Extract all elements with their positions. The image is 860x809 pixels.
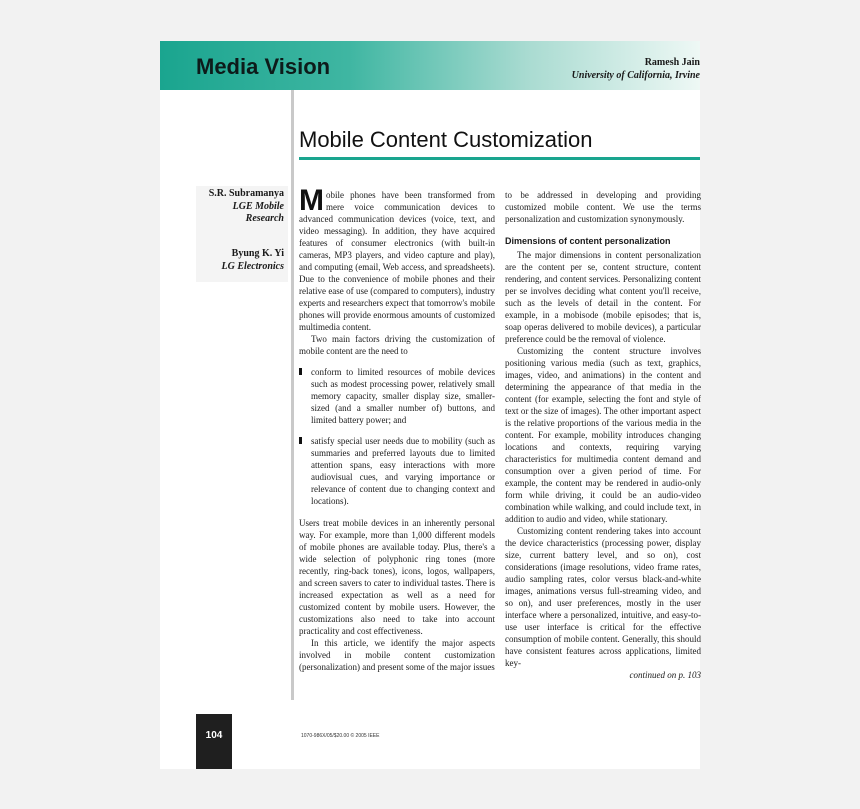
author-1-name: S.R. Subramanya	[208, 188, 284, 199]
drop-cap: M	[299, 184, 324, 217]
sidebar-divider	[291, 90, 294, 700]
column-editor-name: Ramesh Jain	[644, 57, 700, 68]
paragraph: Customizing content rendering takes into account the device characteristics (processing power, display size, current battery level, and so on), cost considerations (image resolutions, video frame rates, audio sampling rates, color versus black-and-white images, animations versus full-streaming video, and so on), and user preferences, mostly in the user interface where a personalized, intuitive, and easy-to-use user interface is critical for the effective consumption of mobile content. Generally, this should have consistent features across applications, limited key-	[505, 526, 701, 668]
copyright-code: 1070-986X/05/$20.00 © 2005 IEEE	[301, 733, 380, 739]
author-1-affiliation-line1: LGE Mobile	[232, 200, 284, 212]
text-column-right	[505, 189, 701, 681]
subsection-heading: Dimensions of content personalization	[505, 236, 671, 246]
paragraph: Users treat mobile devices in an inherently personal way. For example, more than 1,000 different models of mobile phones are available today. Plus, there's a wide selection of polyphonic ring tones (more recently, ring-back tones), icons, logos, wallpapers, and screen savers to cater to individual tastes. There is increased expectation as well as a need for customized content by mobile users. However, the customizations also need to take into account practicality and cost effectiveness.	[299, 518, 495, 636]
list-item	[299, 366, 495, 426]
list-item-text: conform to limited resources of mobile devices such as modest processing power, relatively small memory capacity, smaller display size, smaller-sized (and a smaller number of) buttons, and limited battery power; and	[311, 367, 495, 425]
page-number-box	[196, 714, 232, 769]
article-title: Mobile Content Customization	[299, 127, 593, 152]
author-2	[174, 248, 284, 273]
bullet-icon	[299, 368, 302, 375]
author-2-affiliation: LG Electronics	[221, 260, 284, 272]
author-1	[174, 188, 284, 226]
paragraph: Customizing the content structure involves positioning various media (such as text, graphics, images, video, and animations) in the content and determining the appearance of that media in the content (for example, selecting the font and style of text or the size of images). The other important aspect is the relative proportions of the various media in the content. For example, mobility introduces changing locations and contexts, requiring varying characteristics for multimedia content demand and consumption over a given period of time. For example, the content may be rendered in audio-only form while driving, it could be an audio-video combination while walking, and could include text, in addition to audio and video, while stationary.	[505, 346, 701, 524]
column-editor-affiliation: University of California, Irvine	[571, 70, 700, 81]
bullet-icon	[299, 437, 302, 444]
page-number: 104	[205, 730, 223, 741]
list-item-text: satisfy special user needs due to mobility (such as summaries and preferred layouts due to limited attention spans, easy interactions with more audiovisual cues, and varying importance or relevance of content due to changing context and locations).	[311, 436, 495, 506]
paragraph: to be addressed in developing and providing customized mobile content. We use the terms personalization and customization synonymously.	[505, 190, 701, 224]
continued-note: continued on p. 103	[629, 670, 701, 680]
header-banner	[160, 41, 700, 90]
paragraph: Two main factors driving the customization of mobile content are the need to	[299, 334, 495, 356]
title-rule	[299, 157, 700, 160]
author-2-name: Byung K. Yi	[231, 248, 284, 259]
author-1-affiliation-line2: Research	[245, 213, 284, 224]
bullet-list	[299, 366, 495, 507]
author-box	[196, 186, 288, 282]
list-item	[299, 435, 495, 507]
intro-paragraph	[299, 184, 495, 333]
paragraph: The major dimensions in content personalization are the content per se, content structure, content rendering, and content services. Personalizing content per se involves deciding what content you'll receive, such as the levels of detail in the content. For example, in a mobisode (mobile episodes; that is, soap operas delivered to mobile devices), a particular preference could be the removal of violence.	[505, 250, 701, 344]
intro-text: obile phones have been transformed from mere voice communication devices to advanced communication devices (voice, text, and video messaging). In addition, they have acquired features of consumer electronics (with built-in cameras, MP3 players, and video capture and play), and computing (email, Web access, and spreadsheets). Due to the convenience of mobile phones and their relative ease of use (compared to computers), industry experts and researchers expect that tomorrow's mobile phones will provide enormous amounts of customized multimedia content.	[299, 190, 495, 332]
text-column-left	[299, 184, 495, 673]
paragraph: In this article, we identify the major aspects involved in mobile content customization (personalization) and present some of the major issues	[299, 638, 495, 672]
section-title: Media Vision	[196, 54, 331, 79]
